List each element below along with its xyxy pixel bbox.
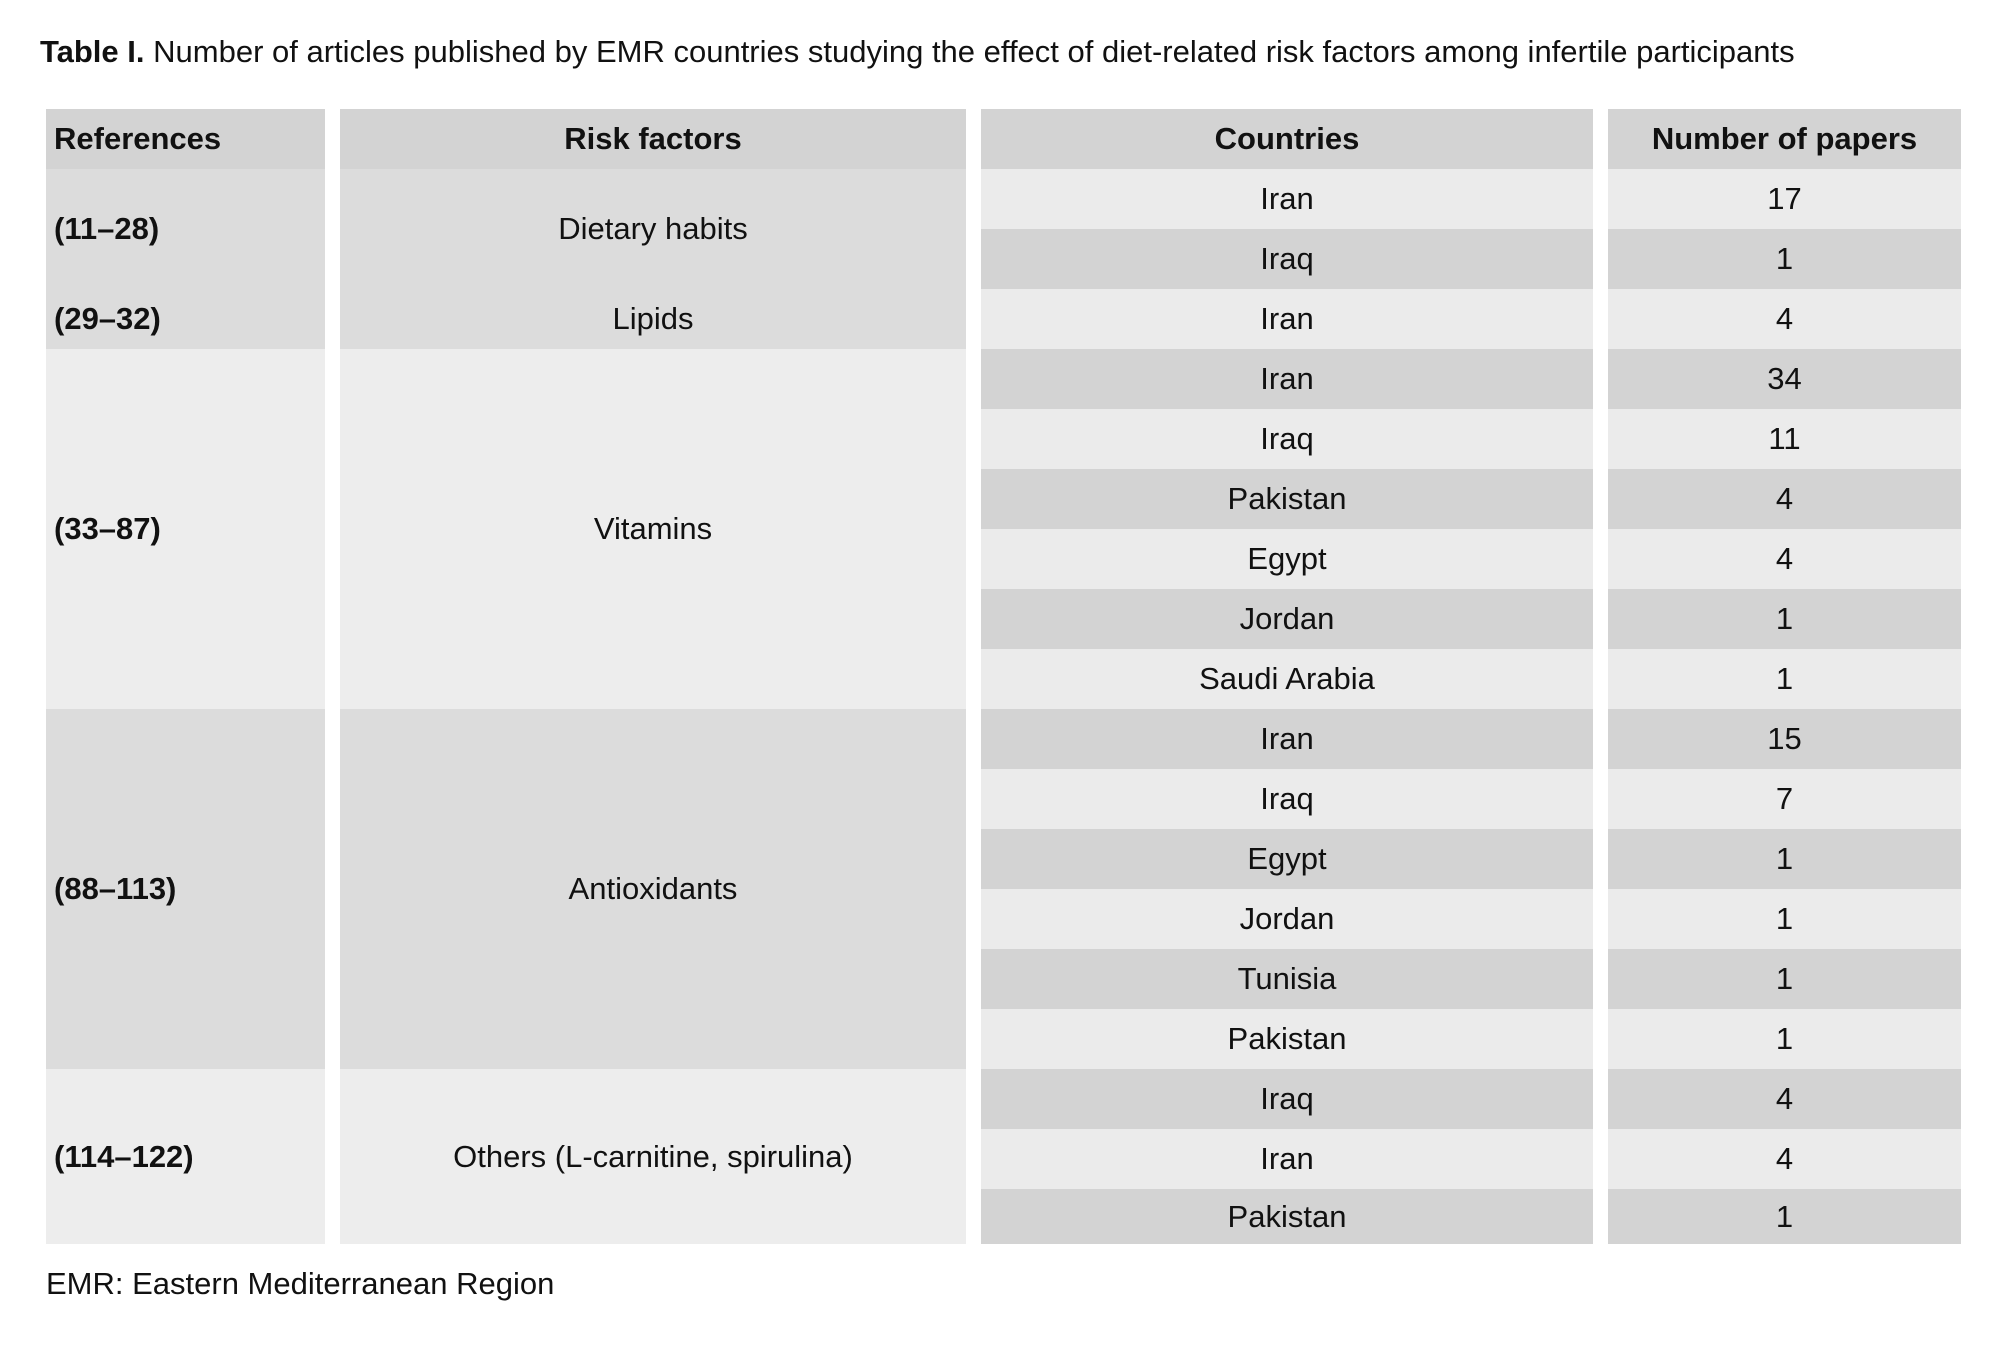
country-cell: Pakistan	[981, 469, 1593, 529]
papers-cell: 1	[1608, 229, 1961, 289]
papers-cell: 1	[1608, 589, 1961, 649]
header-countries: Countries	[981, 109, 1593, 169]
group-risk-factor: Others (L-carnitine, spirulina)	[340, 1069, 966, 1244]
papers-cell: 17	[1608, 169, 1961, 229]
group-risk-factor: Antioxidants	[340, 709, 966, 1069]
group-risk-factor: Vitamins	[340, 349, 966, 709]
papers-column	[1608, 109, 1961, 1244]
countries-column	[981, 109, 1593, 1244]
country-cell: Iran	[981, 349, 1593, 409]
country-cell: Iraq	[981, 769, 1593, 829]
data-table	[46, 109, 1961, 1244]
country-cell: Pakistan	[981, 1009, 1593, 1069]
table-footnote: EMR: Eastern Mediterranean Region	[46, 1266, 555, 1301]
country-cell: Egypt	[981, 529, 1593, 589]
group-references: (88–113)	[46, 709, 325, 1069]
papers-cell: 1	[1608, 649, 1961, 709]
papers-cell: 4	[1608, 289, 1961, 349]
group-references: (11–28)	[46, 169, 325, 289]
group-references: (29–32)	[46, 289, 325, 349]
country-cell: Iraq	[981, 409, 1593, 469]
papers-cell: 4	[1608, 1069, 1961, 1129]
country-cell: Iran	[981, 169, 1593, 229]
header-papers: Number of papers	[1608, 109, 1961, 169]
country-cell: Iran	[981, 1129, 1593, 1189]
country-cell: Egypt	[981, 829, 1593, 889]
papers-cell: 11	[1608, 409, 1961, 469]
table-label: Table I.	[40, 34, 145, 69]
papers-cell: 4	[1608, 469, 1961, 529]
country-cell: Iraq	[981, 229, 1593, 289]
table-caption	[40, 32, 1795, 72]
country-cell: Jordan	[981, 889, 1593, 949]
country-cell: Tunisia	[981, 949, 1593, 1009]
papers-cell: 1	[1608, 949, 1961, 1009]
header-references: References	[46, 109, 325, 169]
papers-cell: 15	[1608, 709, 1961, 769]
group-references: (114–122)	[46, 1069, 325, 1244]
papers-cell: 7	[1608, 769, 1961, 829]
risk-factors-column	[340, 109, 966, 1244]
country-cell: Iran	[981, 709, 1593, 769]
country-cell: Iraq	[981, 1069, 1593, 1129]
papers-cell: 1	[1608, 889, 1961, 949]
country-cell: Iran	[981, 289, 1593, 349]
papers-cell: 4	[1608, 1129, 1961, 1189]
group-risk-factor: Dietary habits	[340, 169, 966, 289]
papers-cell: 1	[1608, 1009, 1961, 1069]
group-references: (33–87)	[46, 349, 325, 709]
country-cell: Saudi Arabia	[981, 649, 1593, 709]
group-risk-factor: Lipids	[340, 289, 966, 349]
country-cell: Jordan	[981, 589, 1593, 649]
papers-cell: 34	[1608, 349, 1961, 409]
header-risk-factors: Risk factors	[340, 109, 966, 169]
table-title: Number of articles published by EMR countries studying the effect of diet-related risk factors among infertile participants	[153, 34, 1795, 69]
papers-cell: 4	[1608, 529, 1961, 589]
country-cell: Pakistan	[981, 1189, 1593, 1244]
references-column	[46, 109, 325, 1244]
papers-cell: 1	[1608, 829, 1961, 889]
papers-cell: 1	[1608, 1189, 1961, 1244]
